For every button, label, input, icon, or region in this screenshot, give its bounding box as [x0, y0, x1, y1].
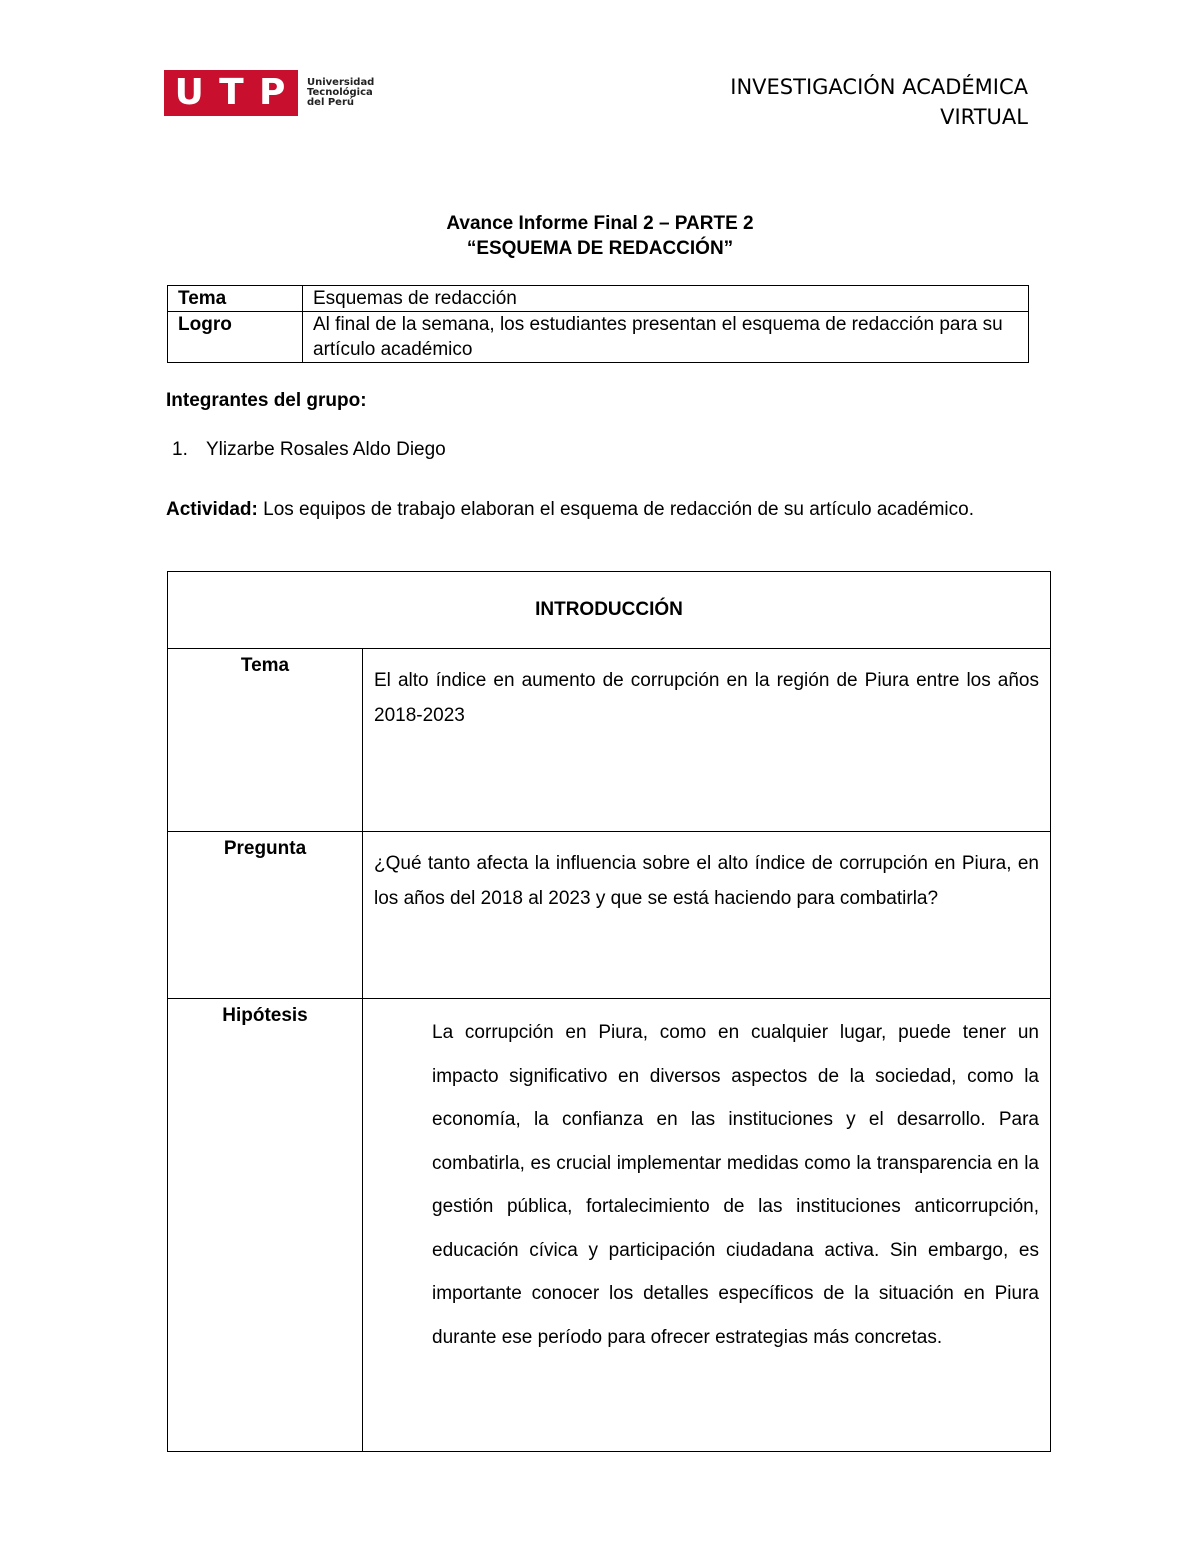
member-number: 1. — [172, 439, 188, 460]
info-value-tema: Esquemas de redacción — [303, 286, 1029, 312]
intro-value-tema: El alto índice en aumento de corrupción en la región de Piura entre los años 2018-2023 — [363, 649, 1051, 832]
utp-logo-text — [307, 78, 374, 108]
intro-row-tema — [168, 649, 1051, 832]
info-label-tema: Tema — [168, 286, 303, 312]
member-list-item — [172, 437, 446, 462]
introduction-heading: INTRODUCCIÓN — [168, 572, 1051, 649]
intro-row-pregunta — [168, 832, 1051, 999]
logo-letter-u: U — [174, 72, 206, 113]
logo-text-line-2: Tecnológica — [307, 87, 373, 98]
activity-text: Los equipos de trabajo elaboran el esquema de redacción de su artículo académico. — [257, 499, 974, 520]
info-label-logro: Logro — [168, 312, 303, 363]
logo-letter-t: T — [219, 72, 246, 113]
info-value-logro: Al final de la semana, los estudiantes presentan el esquema de redacción para su artículo académico — [303, 312, 1029, 363]
logo-letter-p: P — [258, 72, 288, 113]
activity-paragraph — [166, 497, 1006, 522]
document-title — [0, 211, 1200, 261]
info-row-logro — [168, 312, 1029, 363]
logo-text-line-1: Universidad — [307, 77, 375, 88]
introduction-table — [167, 571, 1051, 1452]
utp-logo-mark — [164, 70, 298, 116]
info-row-tema — [168, 286, 1029, 312]
course-title-line-1: INVESTIGACIÓN ACADÉMICA — [730, 75, 1028, 99]
group-members-heading: Integrantes del grupo: — [166, 390, 367, 411]
course-header — [730, 72, 1028, 132]
utp-logo — [164, 70, 374, 116]
introduction-heading-row — [168, 572, 1051, 649]
intro-value-pregunta: ¿Qué tanto afecta la influencia sobre el alto índice de corrupción en Piura, en los años del 2018 al 2023 y que se está haciendo para combatirla? — [363, 832, 1051, 999]
course-title-line-2: VIRTUAL — [940, 105, 1028, 129]
info-table — [167, 285, 1029, 363]
intro-row-hipotesis — [168, 999, 1051, 1452]
intro-label-hipotesis: Hipótesis — [168, 999, 363, 1452]
logo-text-line-3: del Perú — [307, 97, 355, 108]
intro-label-tema: Tema — [168, 649, 363, 832]
intro-label-pregunta: Pregunta — [168, 832, 363, 999]
activity-label: Actividad: — [166, 499, 258, 520]
intro-value-hipotesis: La corrupción en Piura, como en cualquier lugar, puede tener un impacto significativo en diversos aspectos de la sociedad, como la economía, la confianza en las instituciones y el desarrollo. Para combatirla, es crucial implementar medidas como la transparencia en la gestión pública, fortalecimiento de las instituciones anticorrupción, educación cívica y participación ciudadana activa. Sin embargo, es importante conocer los detalles específicos de la situación en Piura durante ese período para ofrecer estrategias más concretas. — [363, 999, 1051, 1452]
document-title-line-2: “ESQUEMA DE REDACCIÓN” — [466, 238, 734, 259]
member-name: Ylizarbe Rosales Aldo Diego — [206, 439, 446, 460]
document-title-line-1: Avance Informe Final 2 – PARTE 2 — [446, 213, 754, 234]
